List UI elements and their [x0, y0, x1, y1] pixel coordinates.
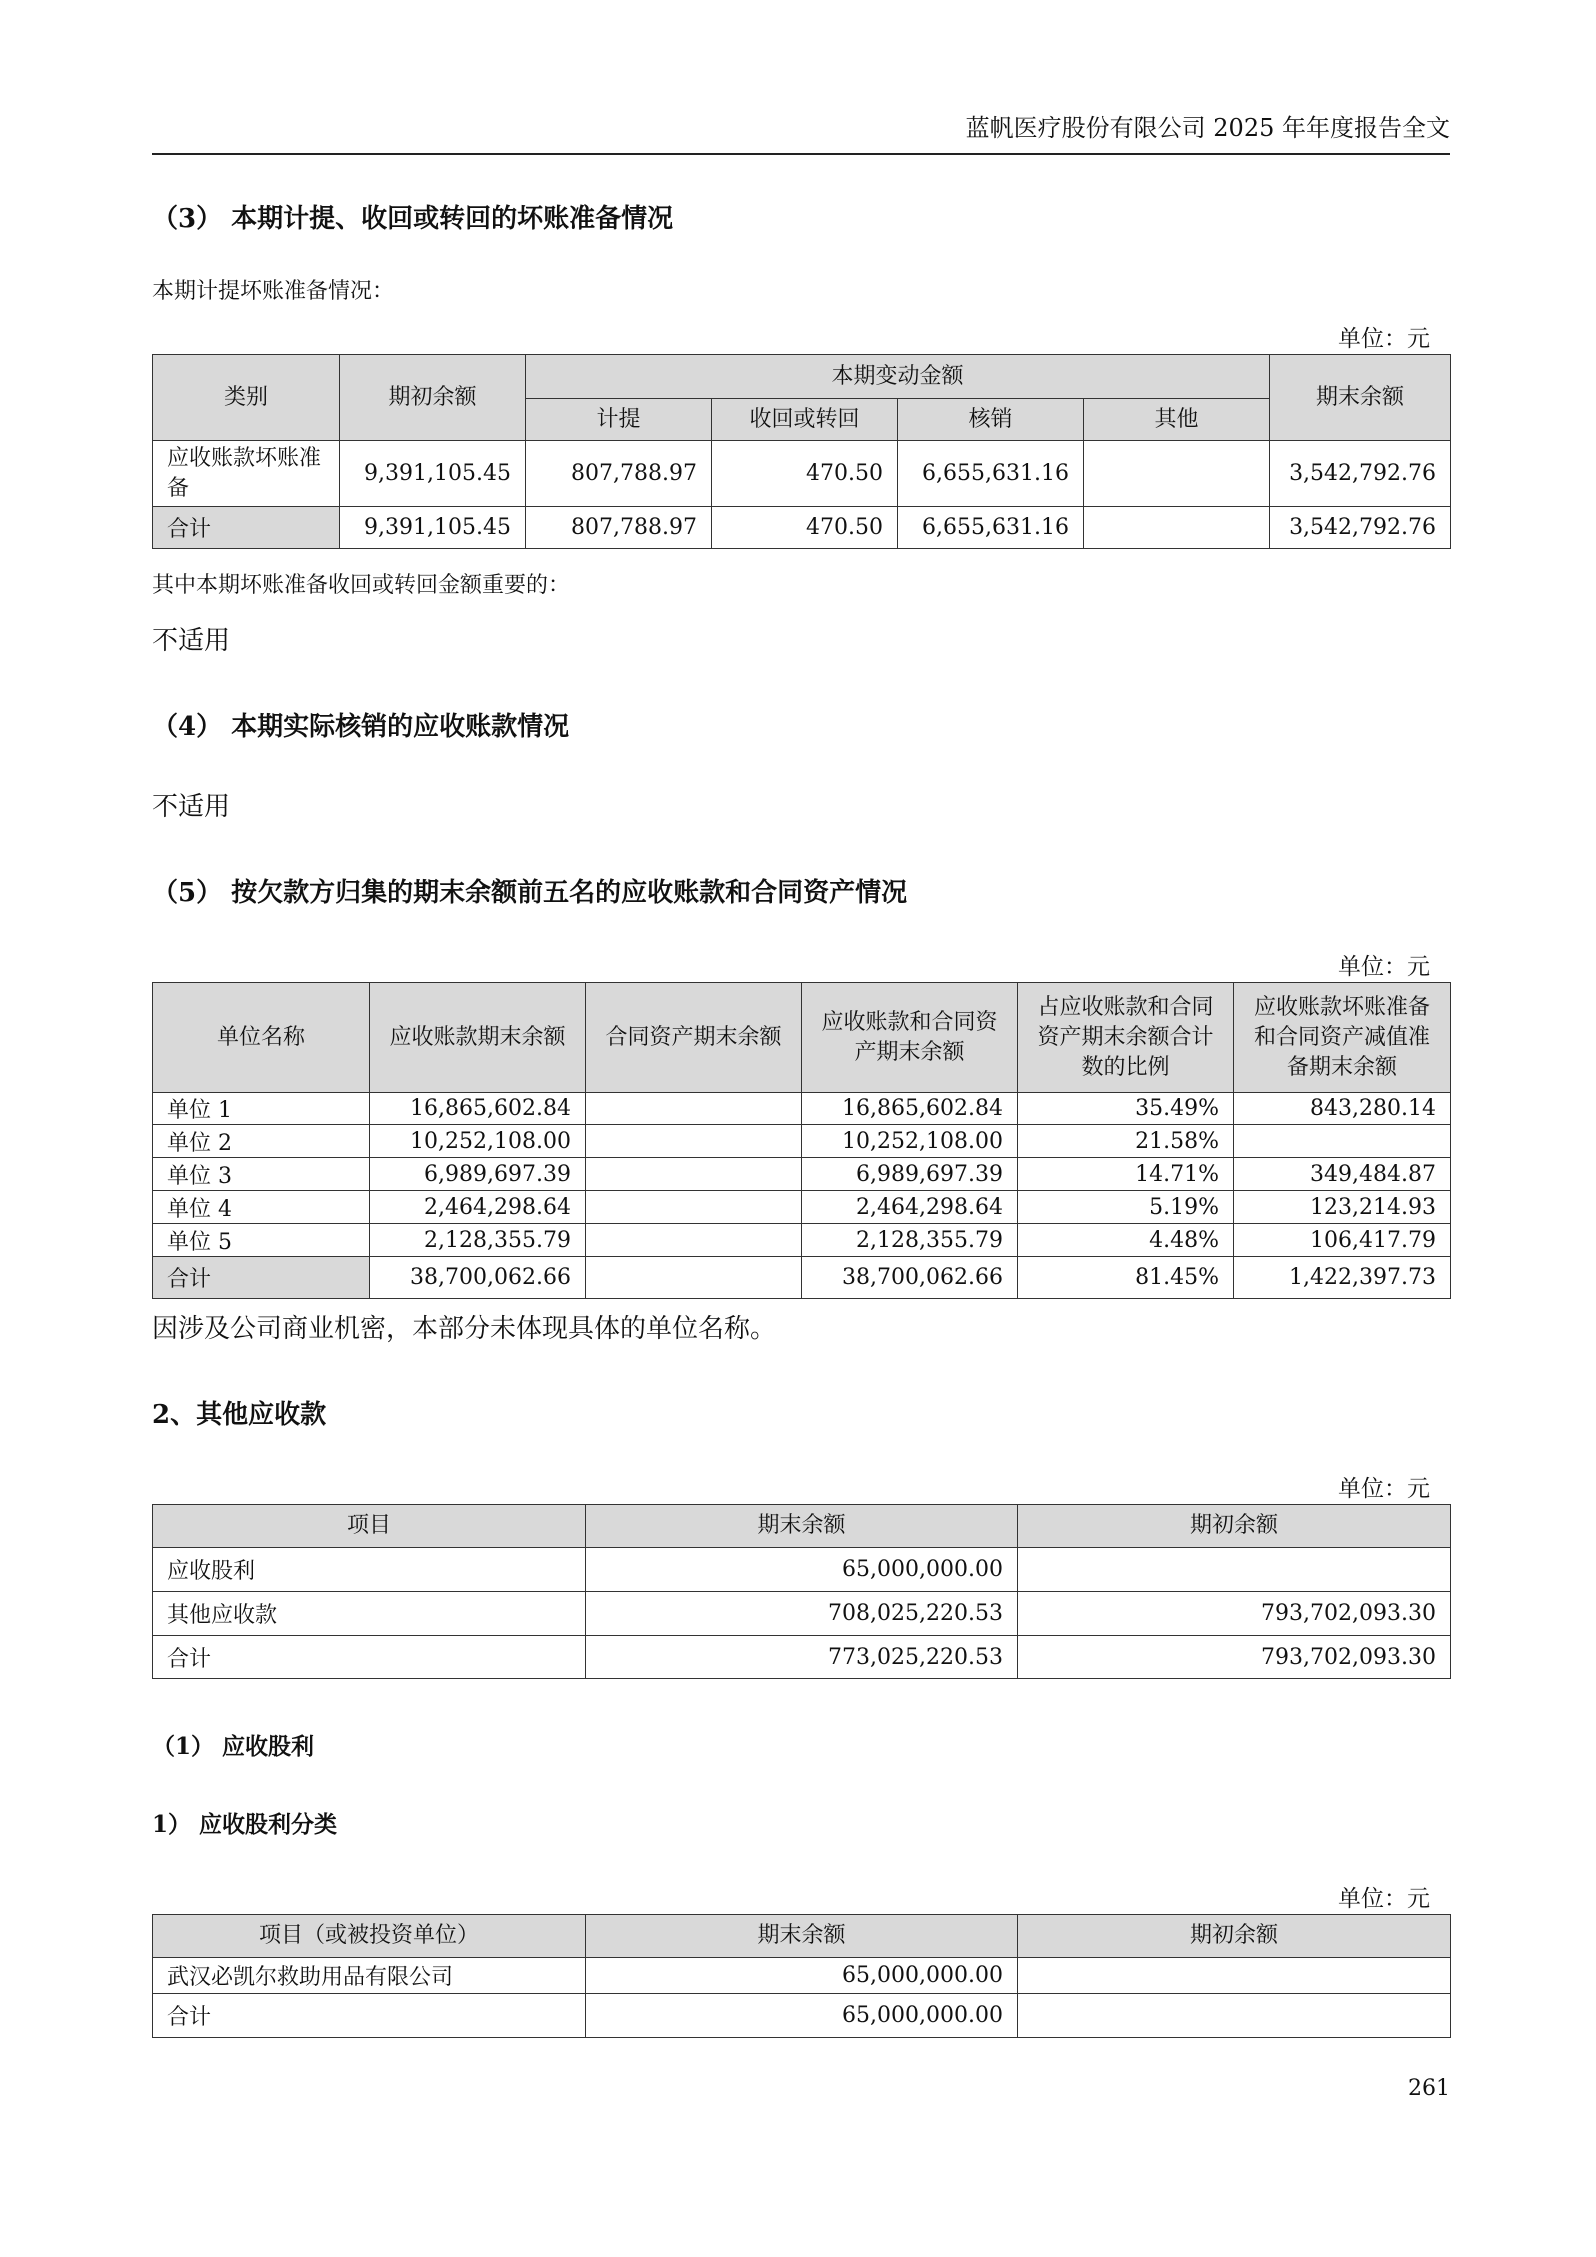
subsection-heading-dividends: （1） 应收股利	[152, 1733, 315, 1760]
row-label: 单位 1	[153, 1093, 370, 1125]
col-header-impairment-balance: 应收账款坏账准备和合同资产减值准备期末余额	[1234, 983, 1451, 1093]
col-header-other: 其他	[1084, 399, 1270, 441]
unit-label: 单位：元	[1338, 1886, 1430, 1912]
cell: 3,542,792.76	[1270, 507, 1451, 549]
col-header-closing: 期末余额	[586, 1505, 1018, 1548]
unit-label: 单位：元	[1338, 1476, 1430, 1502]
cell: 470.50	[712, 507, 898, 549]
table-row	[153, 1592, 1451, 1636]
col-header-category: 类别	[153, 355, 340, 441]
col-header-contract-asset-balance: 合同资产期末余额	[586, 983, 802, 1093]
row-label: 单位 3	[153, 1158, 370, 1191]
cell	[586, 1125, 802, 1158]
row-label: 合计	[153, 1257, 370, 1299]
row-label: 合计	[153, 507, 340, 549]
intro-text: 本期计提坏账准备情况：	[152, 279, 395, 304]
cell: 10,252,108.00	[802, 1125, 1018, 1158]
cell	[1018, 1958, 1451, 1994]
subsection-heading-dividend-classification: 1） 应收股利分类	[152, 1811, 338, 1838]
cell: 6,655,631.16	[898, 507, 1084, 549]
cell	[1234, 1125, 1451, 1158]
col-header-closing: 期末余额	[1270, 355, 1451, 441]
unit-label: 单位：元	[1338, 954, 1430, 980]
row-label: 应收账款坏账准备	[153, 441, 340, 507]
row-label: 单位 4	[153, 1191, 370, 1224]
cell: 470.50	[712, 441, 898, 507]
unit-label: 单位：元	[1338, 326, 1430, 352]
cell	[586, 1191, 802, 1224]
table-row	[153, 1125, 1451, 1158]
cell: 9,391,105.45	[340, 507, 526, 549]
section-heading-written-off: （4） 本期实际核销的应收账款情况	[152, 712, 570, 742]
cell	[586, 1093, 802, 1125]
col-header-written-off: 核销	[898, 399, 1084, 441]
confidentiality-note: 因涉及公司商业机密，本部分未体现具体的单位名称。	[152, 1314, 777, 1344]
cell: 14.71%	[1018, 1158, 1234, 1191]
cell: 843,280.14	[1234, 1093, 1451, 1125]
cell	[1084, 441, 1270, 507]
col-header-opening: 期初余额	[340, 355, 526, 441]
cell: 4.48%	[1018, 1224, 1234, 1257]
cell: 35.49%	[1018, 1093, 1234, 1125]
cell	[1018, 1994, 1451, 2038]
col-header-item: 项目	[153, 1505, 586, 1548]
cell: 349,484.87	[1234, 1158, 1451, 1191]
cell	[586, 1224, 802, 1257]
row-label: 合计	[153, 1636, 586, 1679]
cell: 5.19%	[1018, 1191, 1234, 1224]
table-row	[153, 1093, 1451, 1125]
page-header: 蓝帆医疗股份有限公司 2025 年年度报告全文	[152, 108, 1450, 155]
other-receivables-table	[152, 1504, 1451, 1679]
table-row	[153, 1224, 1451, 1257]
col-header-opening: 期初余额	[1018, 1505, 1451, 1548]
table-row-total	[153, 507, 1451, 549]
row-label: 其他应收款	[153, 1592, 586, 1636]
cell	[1084, 507, 1270, 549]
row-label: 武汉必凯尔救助用品有限公司	[153, 1958, 586, 1994]
cell: 65,000,000.00	[586, 1548, 1018, 1592]
cell: 2,464,298.64	[370, 1191, 586, 1224]
col-header-ratio: 占应收账款和合同资产期末余额合计数的比例	[1018, 983, 1234, 1093]
cell: 708,025,220.53	[586, 1592, 1018, 1636]
cell: 81.45%	[1018, 1257, 1234, 1299]
cell: 16,865,602.84	[370, 1093, 586, 1125]
not-applicable-text: 不适用	[152, 626, 231, 656]
top-five-table	[152, 982, 1451, 1299]
cell: 9,391,105.45	[340, 441, 526, 507]
cell: 793,702,093.30	[1018, 1636, 1451, 1679]
col-header-combined-balance: 应收账款和合同资产期末余额	[802, 983, 1018, 1093]
cell: 123,214.93	[1234, 1191, 1451, 1224]
row-label: 合计	[153, 1994, 586, 2038]
col-header-unit-name: 单位名称	[153, 983, 370, 1093]
cell: 2,128,355.79	[370, 1224, 586, 1257]
row-label: 单位 5	[153, 1224, 370, 1257]
table-row-total	[153, 1636, 1451, 1679]
cell	[586, 1257, 802, 1299]
table-row	[153, 441, 1451, 507]
cell: 3,542,792.76	[1270, 441, 1451, 507]
cell: 21.58%	[1018, 1125, 1234, 1158]
cell: 10,252,108.00	[370, 1125, 586, 1158]
cell: 1,422,397.73	[1234, 1257, 1451, 1299]
note-text: 其中本期坏账准备收回或转回金额重要的：	[152, 573, 571, 598]
cell: 793,702,093.30	[1018, 1592, 1451, 1636]
col-header-recovered: 收回或转回	[712, 399, 898, 441]
cell: 807,788.97	[526, 441, 712, 507]
col-header-change: 本期变动金额	[526, 355, 1270, 399]
cell: 773,025,220.53	[586, 1636, 1018, 1679]
cell: 106,417.79	[1234, 1224, 1451, 1257]
cell: 6,989,697.39	[802, 1158, 1018, 1191]
row-label: 应收股利	[153, 1548, 586, 1592]
cell: 6,989,697.39	[370, 1158, 586, 1191]
not-applicable-text: 不适用	[152, 792, 231, 822]
cell: 6,655,631.16	[898, 441, 1084, 507]
cell: 65,000,000.00	[586, 1958, 1018, 1994]
cell: 65,000,000.00	[586, 1994, 1018, 2038]
table-row	[153, 1548, 1451, 1592]
cell: 16,865,602.84	[802, 1093, 1018, 1125]
cell: 807,788.97	[526, 507, 712, 549]
row-label: 单位 2	[153, 1125, 370, 1158]
bad-debt-table	[152, 354, 1451, 549]
table-row-total	[153, 1994, 1451, 2038]
col-header-opening: 期初余额	[1018, 1915, 1451, 1958]
table-row	[153, 1158, 1451, 1191]
col-header-item: 项目（或被投资单位）	[153, 1915, 586, 1958]
section-heading-other-receivables: 2、其他应收款	[152, 1400, 327, 1430]
cell: 2,128,355.79	[802, 1224, 1018, 1257]
section-heading-top-five: （5） 按欠款方归集的期末余额前五名的应收账款和合同资产情况	[152, 878, 908, 908]
cell: 38,700,062.66	[802, 1257, 1018, 1299]
col-header-closing: 期末余额	[586, 1915, 1018, 1958]
cell: 38,700,062.66	[370, 1257, 586, 1299]
col-header-receivable-balance: 应收账款期末余额	[370, 983, 586, 1093]
dividends-table	[152, 1914, 1451, 2038]
table-row	[153, 1958, 1451, 1994]
page-number: 261	[1408, 2076, 1450, 2101]
cell	[586, 1158, 802, 1191]
section-heading-bad-debt: （3） 本期计提、收回或转回的坏账准备情况	[152, 204, 674, 234]
cell: 2,464,298.64	[802, 1191, 1018, 1224]
cell	[1018, 1548, 1451, 1592]
table-row	[153, 1191, 1451, 1224]
table-row-total	[153, 1257, 1451, 1299]
col-header-provision: 计提	[526, 399, 712, 441]
